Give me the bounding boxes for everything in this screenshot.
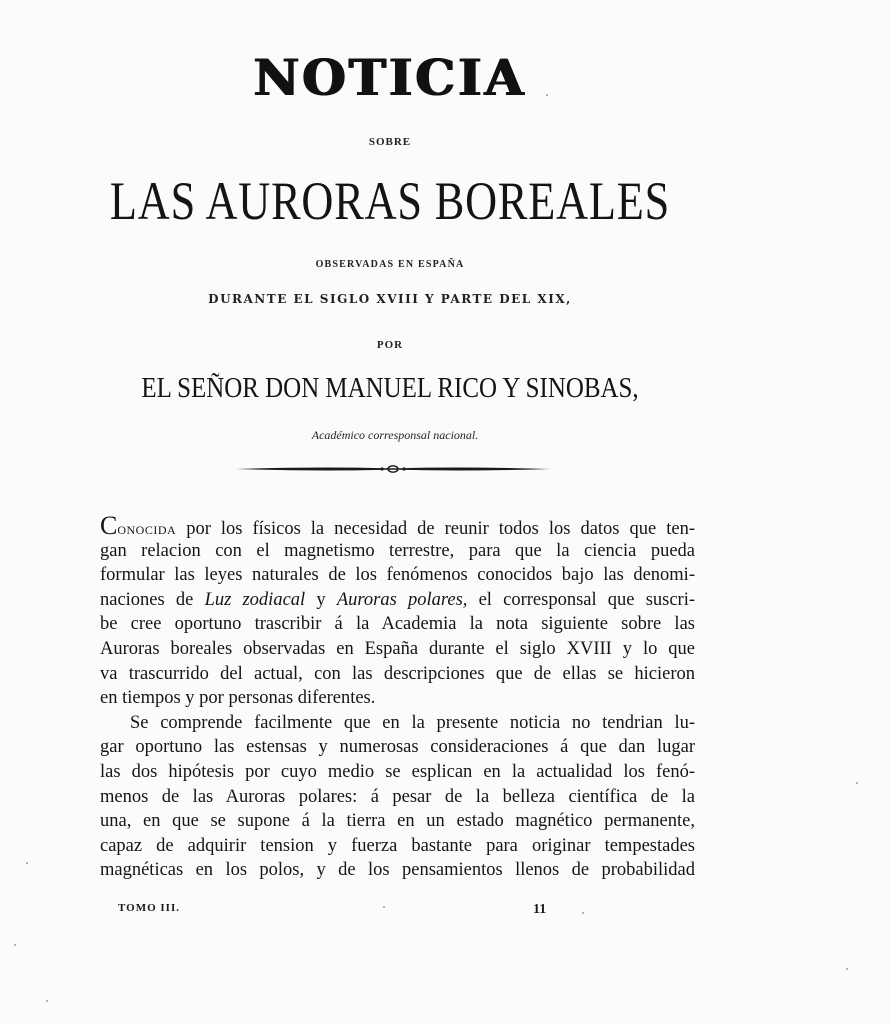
body-text: [100, 511, 696, 883]
text-line: va trascurrido del actual, con las descripciones que de ellas se hicieron: [100, 663, 695, 684]
paper-speck: [856, 782, 858, 784]
text-line: naciones de Luz zodiacal y Auroras polares, el corresponsal que suscri-: [100, 589, 696, 610]
text-line: formular las leyes naturales de los fenómenos conocidos bajo las denomi-: [100, 565, 695, 586]
paper-speck: [582, 912, 584, 914]
document-title: NOTICIA: [253, 48, 527, 107]
title-connector-sobre: SOBRE: [368, 136, 412, 148]
drop-cap: C: [100, 511, 118, 540]
volume-label: TOMO III.: [118, 902, 180, 914]
text-line: gar oportuno las estensas y numerosas consideraciones á que dan lugar: [100, 737, 695, 758]
text-line: menos de las Auroras polares: á pesar de la belleza científica de la: [100, 786, 695, 807]
text-line: las dos hipótesis por cuyo medio se esplican en la actualidad los fenó-: [100, 761, 695, 782]
author-position: Académico corresponsal nacional.: [311, 428, 479, 442]
title-connector-por: POR: [376, 339, 404, 351]
text-line: magnéticas en los polos, y de los pensamientos llenos de probabilidad: [100, 860, 695, 881]
paper-speck: [26, 862, 28, 864]
paper-speck: [46, 1000, 48, 1002]
document-subject: LAS AURORAS BOREALES: [109, 171, 671, 231]
text-line: gan relacion con el magnetismo terrestre, para que la ciencia pueda: [100, 540, 695, 561]
italic-term: Auroras polares,: [336, 589, 468, 610]
text-line: capaz de adquirir tension y fuerza bastante para originar tempestades: [100, 835, 695, 856]
signature-number: 11: [533, 902, 547, 917]
text-line: Auroras boreales observadas en España durante el siglo XVIII y lo que: [100, 638, 695, 659]
paper-speck: [546, 94, 548, 96]
text-line: una, en que se supone á la tierra en un estado magnético permanente,: [100, 811, 695, 832]
ornamental-rule-divider: [236, 462, 550, 476]
italic-term: Luz zodiacal: [204, 589, 306, 610]
subtitle-observadas: OBSERVADAS EN ESPAÑA: [315, 259, 465, 270]
small-caps-word: ONOCIDA: [117, 523, 177, 537]
text-line: Se comprende facilmente que en la presente noticia no tendrian lu-: [130, 712, 695, 733]
paper-speck: [383, 906, 385, 908]
paper-speck: [14, 944, 16, 946]
paper-speck: [846, 968, 848, 970]
author-name: EL SEÑOR DON MANUEL RICO Y SINOBAS,: [141, 372, 639, 404]
text-line: en tiempos y por personas diferentes.: [100, 688, 376, 709]
text-line: be cree oportuno trascribir á la Academia la nota siguiente sobre las: [100, 614, 695, 635]
subtitle-period: DURANTE EL SIGLO XVIII Y PARTE DEL XIX,: [208, 292, 572, 306]
text-line: CONOCIDA por los físicos la necesidad de reunir todos los datos que ten-: [100, 511, 695, 540]
